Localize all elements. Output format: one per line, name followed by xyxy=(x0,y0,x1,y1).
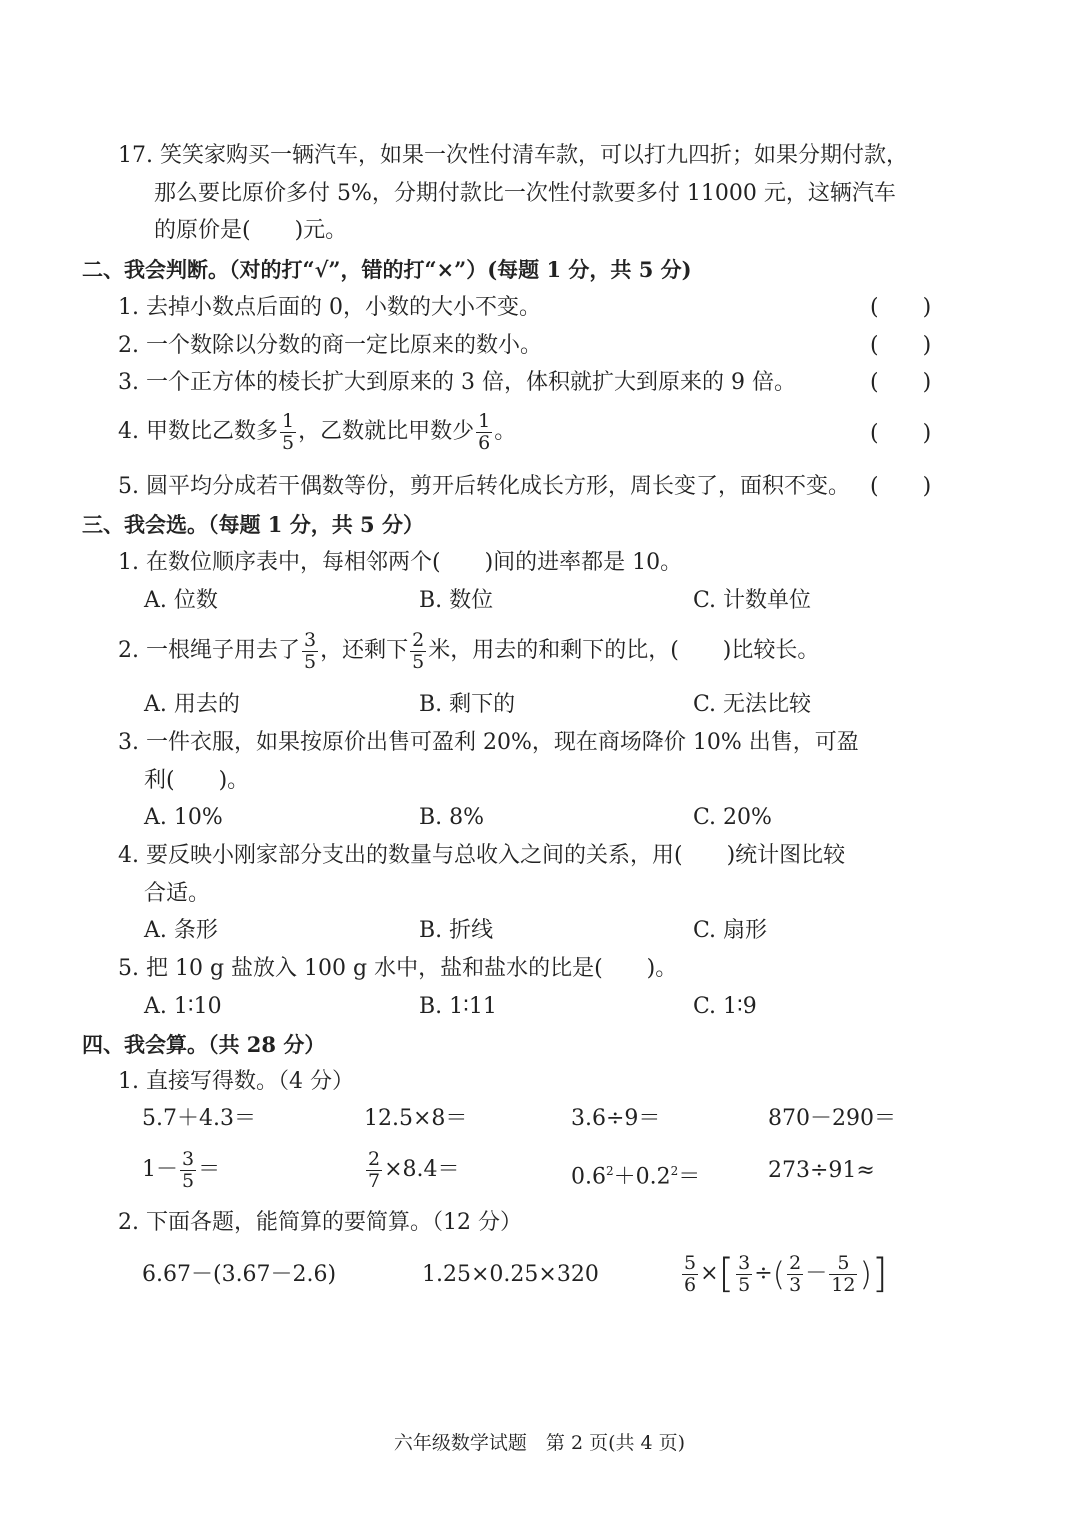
judge-item-4-pre: 4. 甲数比乙数多 xyxy=(118,419,278,444)
calc-part1-title: 1. 直接写得数。（4 分） xyxy=(118,1069,354,1094)
choice-q3-line2: 利( )。 xyxy=(144,768,250,793)
calc-expr-8: 273÷91≈ xyxy=(768,1158,875,1183)
fraction-3-5: $\frac{3}{5}$ xyxy=(303,628,317,673)
judge-item-3: 3. 一个正方体的棱长扩大到原来的 3 倍，体积就扩大到原来的 9 倍。 xyxy=(118,370,796,395)
fraction-2-5: $\frac{2}{5}$ xyxy=(412,628,425,673)
choice-q4-c: C. 扇形 xyxy=(693,918,768,943)
fraction-3-5b: $\frac{3}{5}$ xyxy=(182,1147,195,1192)
section4-title: 四、我会算。（共 28 分） xyxy=(82,1032,326,1057)
calc-expr-6: $\frac{2}{7}$ ×8.4＝ xyxy=(368,1147,460,1192)
calc-expr-3: 3.6÷9＝ xyxy=(571,1106,661,1131)
calc-expr-1: 5.7＋4.3＝ xyxy=(142,1106,256,1131)
section3-title: 三、我会选。（每题 1 分，共 5 分） xyxy=(82,512,424,537)
choice-q2-c: C. 无法比较 xyxy=(693,692,812,717)
section2-title: 二、我会判断。（对的打“√”，错的打“×”）(每题 1 分，共 5 分) xyxy=(82,257,692,282)
calc-expr-2: 12.5×8＝ xyxy=(364,1106,468,1131)
choice-q5-b: B. 1∶11 xyxy=(419,994,497,1019)
simplify-expr-1: 6.67－(3.67－2.6) xyxy=(142,1262,337,1287)
choice-q2: 2. 一根绳子用去了 $\frac{3}{5}$ ，还剩下 $\frac{2}{5}$ 米，用去的和剩下的比，( )比较长。 xyxy=(118,628,820,673)
calc-expr-7: $0.6^2+0.2^2=$ xyxy=(571,1164,701,1190)
simplify-expr-2: 1.25×0.25×320 xyxy=(422,1262,599,1287)
choice-q4-b: B. 折线 xyxy=(419,918,494,943)
q17-line2: 那么要比原价多付 5%，分期付款比一次性付款要多付 11000 元，这辆汽车 xyxy=(154,181,896,206)
choice-q4-a: A. 条形 xyxy=(144,918,218,943)
page-footer: 六年级数学试题 第 2 页(共 4 页) xyxy=(393,1432,686,1454)
judge-item-1: 1. 去掉小数点后面的 0，小数的大小不变。 xyxy=(118,295,541,320)
q17-line1: 17. 笑笑家购买一辆汽车，如果一次性付清车款，可以打九四折；如果分期付款， xyxy=(118,143,908,168)
judge-answer-4: ( ) xyxy=(870,421,932,446)
choice-q3-a: A. 10% xyxy=(144,805,223,830)
choice-q1-a: A. 位数 xyxy=(144,588,218,613)
choice-q3-b: B. 8% xyxy=(419,805,485,830)
choice-q4-line2: 合适。 xyxy=(144,881,211,906)
choice-q1: 1. 在数位顺序表中，每相邻两个( )间的进率都是 10。 xyxy=(118,550,683,575)
fraction-2-7: $\frac{2}{7}$ xyxy=(368,1147,381,1192)
judge-answer-2: ( ) xyxy=(870,333,932,358)
fraction-5-12: $\frac{5}{12}$ xyxy=(831,1251,856,1296)
judge-item-4-mid: ，乙数就比甲数少 xyxy=(298,419,475,444)
choice-q2-a: A. 用去的 xyxy=(144,692,240,717)
fraction-2-3: $\frac{2}{3}$ xyxy=(789,1251,802,1296)
fraction-1-5: $\frac{1}{5}$ xyxy=(281,409,295,454)
choice-q3-c: C. 20% xyxy=(693,805,772,830)
choice-q5-a: A. 1∶10 xyxy=(144,994,222,1019)
choice-q4-line1: 4. 要反映小刚家部分支出的数量与总收入之间的关系，用( )统计图比较 xyxy=(118,843,846,868)
choice-q2-b: B. 剩下的 xyxy=(419,692,516,717)
judge-item-2: 2. 一个数除以分数的商一定比原来的数小。 xyxy=(118,333,542,358)
calc-expr-4: 870－290＝ xyxy=(768,1106,896,1131)
q17-line3: 的原价是( )元。 xyxy=(154,218,348,243)
right-paren: ) xyxy=(859,1255,872,1293)
left-paren: ( xyxy=(772,1255,786,1293)
choice-q1-c: C. 计数单位 xyxy=(693,588,812,613)
judge-answer-3: ( ) xyxy=(870,370,932,395)
right-bracket: ] xyxy=(871,1251,888,1297)
calc-part2-title: 2. 下面各题，能简算的要简算。（12 分） xyxy=(118,1210,522,1235)
choice-q5-c: C. 1∶9 xyxy=(693,994,757,1019)
judge-answer-5: ( ) xyxy=(870,474,932,499)
judge-answer-1: ( ) xyxy=(870,295,932,320)
judge-item-4: 4. 甲数比乙数多 $\frac{1}{5}$ ，乙数就比甲数少 $\frac{1}{6}$ 。 xyxy=(118,409,517,454)
simplify-expr-3: $\frac{5}{6}$ ×[ $\frac{3}{5}$ ÷( $\frac{2}{3}$ － $\frac{5}{12}$ )] xyxy=(684,1251,888,1297)
calc-expr-5: 1－ $\frac{3}{5}$ ＝ xyxy=(142,1147,221,1192)
choice-q5: 5. 把 10 g 盐放入 100 g 水中，盐和盐水的比是( )。 xyxy=(118,956,678,981)
left-bracket: [ xyxy=(718,1251,735,1297)
fraction-5-6: $\frac{5}{6}$ xyxy=(684,1251,697,1296)
fraction-1-6: $\frac{1}{6}$ xyxy=(478,409,491,454)
fraction-3-5c: $\frac{3}{5}$ xyxy=(738,1251,751,1296)
judge-item-5: 5. 圆平均分成若干偶数等份，剪开后转化成长方形，周长变了，面积不变。 xyxy=(118,474,850,499)
choice-q1-b: B. 数位 xyxy=(419,588,494,613)
choice-q3-line1: 3. 一件衣服，如果按原价出售可盈利 20%，现在商场降价 10% 出售，可盈 xyxy=(118,730,859,755)
